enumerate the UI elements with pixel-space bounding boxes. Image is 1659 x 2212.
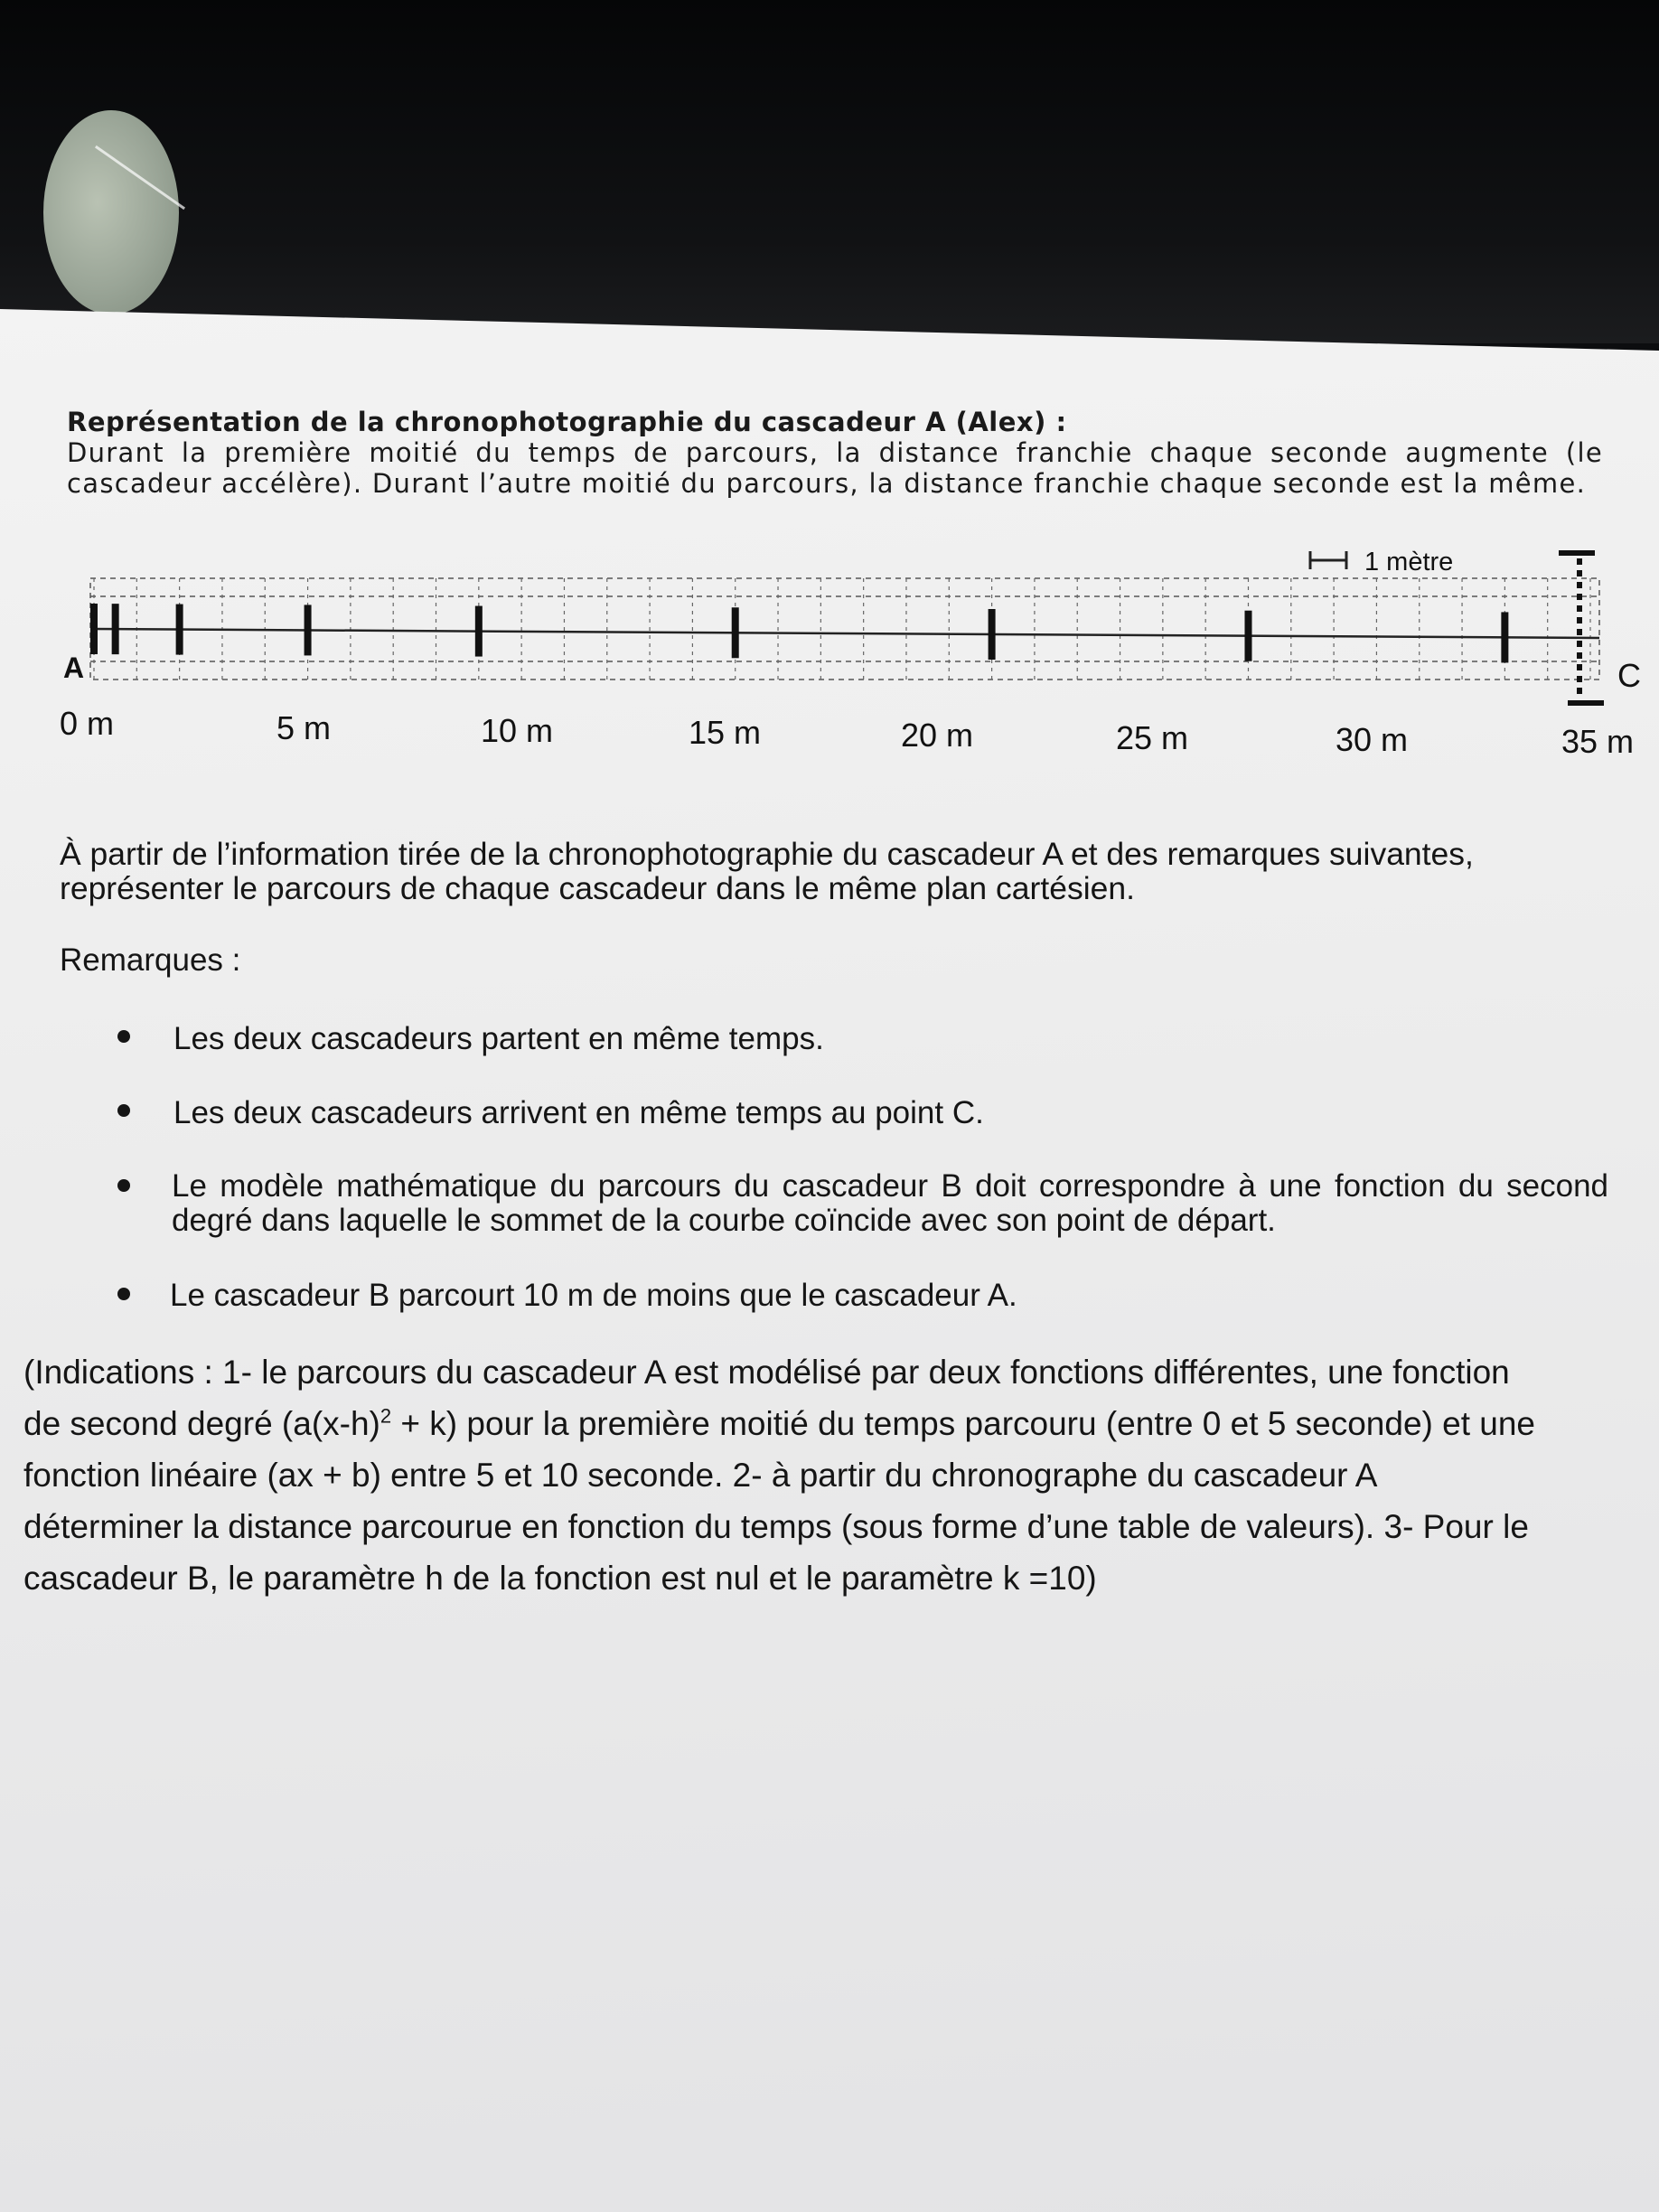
scale-indicator	[1310, 548, 1453, 576]
chronophotograph-figure	[63, 542, 1659, 723]
intro-title: Représentation de la chronophotographie du cascadeur A (Alex) :	[67, 407, 1067, 437]
grid-frame	[90, 578, 1599, 680]
remarks-heading: Remarques :	[60, 942, 241, 978]
scale-label: 1 mètre	[1364, 548, 1454, 576]
intro-body: Durant la première moitié du temps de parcours, la distance franchie chaque seconde augmente (le cascadeur accélère). Durant l’autre moitié du parcours, la distance franchie chaque seconde est la même.	[67, 437, 1603, 499]
position-mark	[90, 604, 98, 654]
distance-label: 0 m	[60, 705, 115, 742]
position-mark	[112, 604, 119, 654]
bullet-dot	[117, 1030, 130, 1043]
position-mark	[1501, 612, 1508, 662]
position-mark	[305, 605, 312, 655]
intro-block	[67, 407, 1603, 499]
position-mark	[989, 609, 996, 660]
indications-part1: (Indications : 1- le parcours du cascadeur A est modélisé par deux fonctions différentes, une fonction de second degré (a(x-h)	[23, 1354, 1510, 1442]
point-a-label: A	[63, 651, 85, 684]
distance-label: 20 m	[901, 717, 974, 754]
distance-label: 15 m	[689, 714, 762, 751]
remark-item: Le cascadeur B parcourt 10 m de moins que le cascadeur A.	[170, 1278, 1017, 1313]
exponent: 2	[380, 1404, 392, 1428]
end-gauge-c	[1559, 553, 1604, 703]
remark-item: Le modèle mathématique du parcours du cascadeur B doit correspondre à une fonction du second degré dans laquelle le sommet de la courbe coïncide avec son point de départ.	[172, 1168, 1608, 1238]
distance-label: 5 m	[276, 709, 332, 746]
distance-label: 25 m	[1116, 719, 1189, 756]
instruction-text: À partir de l’information tirée de la chronophotographie du cascadeur A et des remarques suivantes, représenter le parcours de chaque cascadeur dans le même plan cartésien.	[60, 836, 1474, 906]
indications-part2: + k) pour la première moitié du temps parcouru (entre 0 et 5 seconde) et une fonction linéaire (ax + b) entre 5 et 10 seconde. 2- à partir du chronographe du cascadeur A déterminer la distance parcourue en fonction du temps (sous forme d’une table de valeurs). 3- Pour le cascadeur B, le paramètre h de la fonction est nul et le paramètre k =10)	[23, 1405, 1535, 1597]
distance-label: 35 m	[1561, 723, 1635, 760]
position-mark	[1244, 611, 1251, 661]
camera-lens-reflection	[43, 110, 179, 314]
remark-item: Les deux cascadeurs partent en même temps.	[173, 1021, 824, 1056]
track-line	[90, 629, 1599, 638]
bullet-dot	[117, 1179, 130, 1192]
position-mark	[475, 606, 483, 657]
remark-item: Les deux cascadeurs arrivent en même temps au point C.	[173, 1095, 984, 1130]
dark-background	[0, 0, 1659, 343]
distance-label: 10 m	[481, 712, 554, 749]
bullet-dot	[117, 1104, 130, 1117]
point-c-label: C	[1617, 657, 1641, 694]
position-mark	[176, 605, 183, 655]
indications-text	[23, 1346, 1542, 1604]
distance-label: 30 m	[1336, 721, 1409, 758]
position-mark	[732, 607, 739, 658]
bullet-dot	[117, 1288, 130, 1300]
grid-verticals	[94, 578, 1590, 680]
